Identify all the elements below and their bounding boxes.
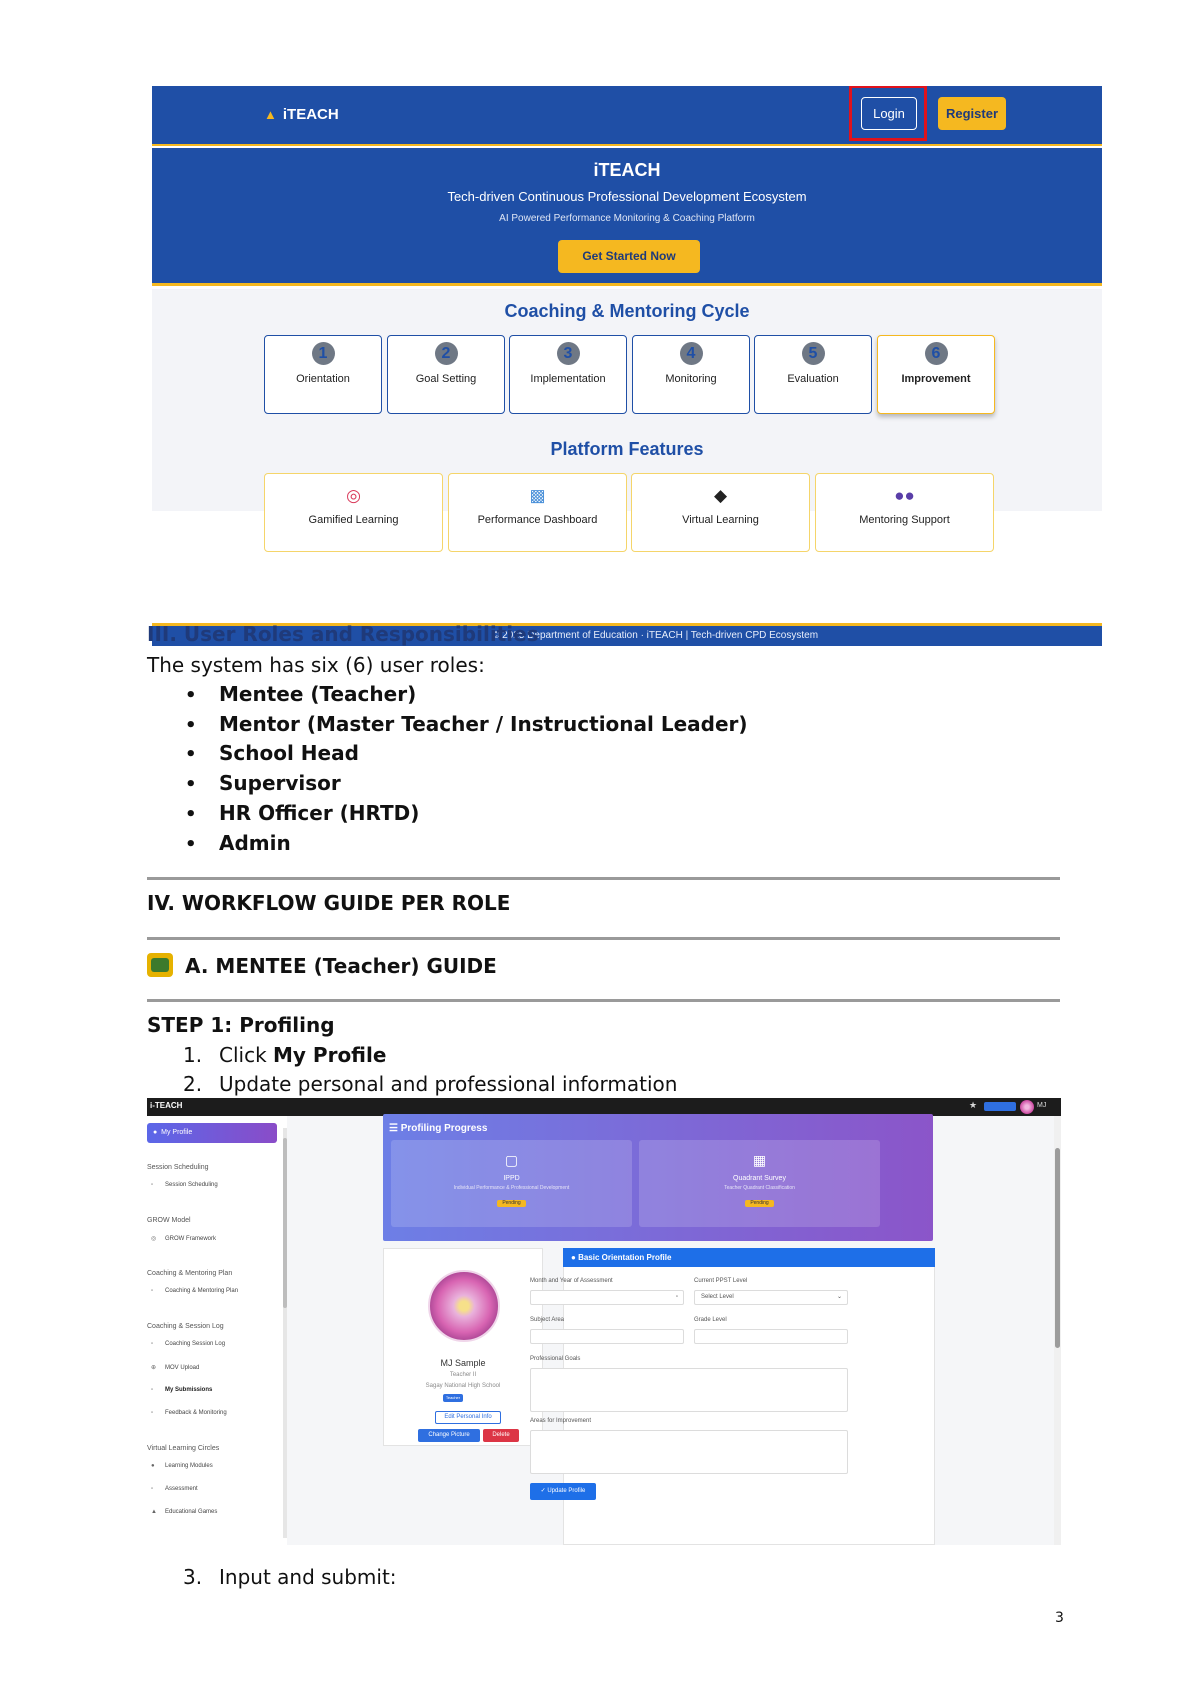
change-picture-button[interactable]: Change Picture (418, 1429, 480, 1442)
page-number: 3 (1055, 1610, 1064, 1626)
sidebar-item[interactable]: ◎ GROW Framework (151, 1236, 216, 1242)
get-started-button[interactable]: Get Started Now (558, 240, 700, 273)
step-label: Improvement (901, 373, 971, 385)
list-item: 2. Update personal and professional information (183, 1072, 678, 1096)
profile-photo (428, 1270, 500, 1342)
user-icon: ● (153, 1129, 162, 1136)
role-list-item: • Supervisor (185, 771, 341, 795)
sidebar-item[interactable]: ▫ Session Scheduling (151, 1182, 218, 1188)
hero-title: iTEACH (593, 160, 661, 180)
profiling-progress-title: ☰ Profiling Progress (389, 1123, 488, 1134)
role-list-item: • Mentee (Teacher) (185, 682, 417, 706)
step-number: 4 (680, 342, 703, 365)
cycle-step-implementation[interactable] (509, 335, 627, 414)
cycle-step-goal-setting[interactable] (387, 335, 505, 414)
check-icon: ✓ (540, 1488, 548, 1494)
field-label: Professional Goals (530, 1356, 581, 1362)
sidebar (147, 1116, 287, 1545)
step-number: 5 (802, 342, 825, 365)
card-subtitle: Individual Performance & Professional Development (453, 1185, 570, 1191)
feature-label: Virtual Learning (682, 514, 759, 526)
month-year-input[interactable] (530, 1290, 684, 1305)
field-label: Subject Area (530, 1317, 565, 1323)
step-label: Orientation (296, 373, 350, 385)
graduation-cap-icon: ◆ (713, 486, 728, 505)
feature-virtual-learning[interactable] (631, 473, 810, 552)
step-number: 6 (925, 342, 948, 365)
step-heading: STEP 1: Profiling (147, 1013, 335, 1037)
clipboard-icon: ▫ (151, 1288, 154, 1294)
bar-chart-icon: ▩ (529, 486, 546, 505)
hero-subtitle: Tech-driven Continuous Professional Development Ecosystem (447, 189, 807, 204)
upload-icon: ⊕ (151, 1365, 157, 1371)
sidebar-group-header: Coaching & Session Log (147, 1323, 224, 1330)
target-icon: ◎ (151, 1236, 157, 1242)
card-title: IPPD (503, 1175, 520, 1182)
sidebar-item[interactable]: ▫ Assessment (151, 1486, 198, 1492)
step-number: 3 (557, 342, 580, 365)
profile-position: Teacher II (449, 1372, 477, 1378)
feature-mentoring-support[interactable] (815, 473, 994, 552)
ppst-level-select[interactable]: Select Level ⌄ (694, 1290, 848, 1305)
sidebar-item[interactable]: ▲ Educational Games (151, 1509, 218, 1515)
subject-area-input[interactable] (530, 1329, 684, 1344)
status-badge: Pending (497, 1200, 525, 1207)
step-number: 1 (312, 342, 335, 365)
chevron-down-icon: ⌄ (836, 1294, 842, 1300)
cycle-step-orientation[interactable] (264, 335, 382, 414)
user-icon: ● (571, 1253, 579, 1262)
cycle-step-monitoring[interactable] (632, 335, 750, 414)
intro-text: The system has six (6) user roles: (147, 653, 485, 677)
professional-goals-textarea[interactable] (530, 1368, 848, 1412)
delete-picture-button[interactable]: Delete (483, 1429, 519, 1442)
folder-icon: ▫ (151, 1387, 154, 1393)
areas-for-improvement-textarea[interactable] (530, 1430, 848, 1474)
sidebar-group-header: Virtual Learning Circles (147, 1445, 220, 1452)
status-badge: Pending (745, 1200, 773, 1207)
list-item: 3. Input and submit: (183, 1565, 397, 1589)
role-list-item: • Mentor (Master Teacher / Instructional Leader) (185, 712, 748, 736)
grid-icon: ▦ (752, 1152, 767, 1168)
edit-personal-info-button[interactable]: Edit Personal Info (435, 1411, 501, 1424)
bullet: • (185, 774, 197, 795)
step-label: Monitoring (665, 373, 717, 385)
role-list-item: • HR Officer (HRTD) (185, 801, 420, 825)
people-icon: ● (151, 1463, 155, 1469)
feature-gamified-learning[interactable] (264, 473, 443, 552)
hero-tagline: AI Powered Performance Monitoring & Coaching Platform (499, 213, 755, 224)
sidebar-item-my-profile[interactable]: ● My Profile (147, 1123, 277, 1143)
sidebar-item[interactable]: ⊕ MOV Upload (151, 1365, 200, 1371)
sidebar-item[interactable]: ▫ Coaching Session Log (151, 1341, 226, 1347)
feature-performance-dashboard[interactable] (448, 473, 627, 552)
teacher-icon (147, 953, 173, 977)
profile-name: MJ Sample (440, 1358, 486, 1368)
assessment-icon: ▫ (151, 1486, 154, 1492)
section-heading-workflow: IV. WORKFLOW GUIDE PER ROLE (147, 891, 511, 915)
card-subtitle: Teacher Quadrant Classification (724, 1185, 795, 1191)
teacher-icon: ▲ (264, 107, 277, 122)
field-label: Grade Level (694, 1317, 727, 1323)
feature-label: Performance Dashboard (477, 514, 598, 526)
app-brand[interactable]: i-TEACH (150, 1101, 183, 1110)
comment-icon: ▫ (151, 1410, 154, 1416)
register-button[interactable]: Register (938, 97, 1006, 130)
calendar-icon: ▫ (675, 1294, 678, 1300)
list-item: 1. Click My Profile (183, 1043, 387, 1067)
landing-page-screenshot (152, 86, 1102, 646)
step-label: Implementation (530, 373, 606, 385)
feature-label: Gamified Learning (308, 514, 399, 526)
cycle-step-evaluation[interactable] (754, 335, 872, 414)
log-icon: ▫ (151, 1341, 154, 1347)
page-footer: © 2025 Department of Education · iTEACH | Tech-driven CPD Ecosystem (152, 623, 1102, 646)
sidebar-item[interactable]: ▫ Feedback & Monitoring (151, 1410, 227, 1416)
profile-school: Sagay National High School (425, 1383, 501, 1389)
step-label: Evaluation (787, 373, 839, 385)
game-icon: ▲ (151, 1509, 157, 1515)
sidebar-item[interactable]: ● Learning Modules (151, 1463, 213, 1469)
site-logo[interactable]: ▲ iTEACH (264, 106, 339, 123)
step-label: Goal Setting (415, 373, 477, 385)
sidebar-item[interactable]: ▫ My Submissions (151, 1387, 213, 1393)
quadrant-survey-card[interactable] (639, 1140, 880, 1227)
divider (147, 937, 1060, 940)
sidebar-group-header: GROW Model (147, 1217, 191, 1224)
field-label: Areas for Improvement (530, 1418, 592, 1424)
bullet: • (185, 804, 197, 825)
divider (147, 999, 1060, 1002)
sidebar-item[interactable]: ▫ Coaching & Mentoring Plan (151, 1288, 239, 1294)
field-label: Month and Year of Assessment (530, 1278, 613, 1284)
cycle-step-improvement[interactable] (877, 335, 995, 414)
bullet: • (185, 834, 197, 855)
calendar-icon: ▫ (151, 1182, 154, 1188)
divider (147, 877, 1060, 880)
field-label: Current PPST Level (694, 1278, 748, 1284)
sidebar-group-header: Session Scheduling (147, 1164, 209, 1171)
sidebar-group-header: Coaching & Mentoring Plan (147, 1270, 233, 1277)
document-icon: ▢ (504, 1152, 519, 1168)
cycle-title: Coaching & Mentoring Cycle (504, 301, 750, 321)
bell-icon[interactable]: ★ (969, 1100, 978, 1110)
page-scrollbar[interactable] (1054, 1116, 1061, 1545)
target-icon: ◎ (346, 486, 361, 505)
update-profile-button[interactable]: ✓ Update Profile (530, 1483, 596, 1500)
user-menu[interactable]: MJ (1037, 1102, 1047, 1109)
ippd-card[interactable] (391, 1140, 632, 1227)
status-badge (984, 1102, 1016, 1111)
bullet: • (185, 744, 197, 765)
section-heading-mentee: A. MENTEE (Teacher) GUIDE (147, 953, 497, 978)
section-heading-user-roles: III. User Roles and Responsibilities (147, 622, 539, 646)
form-header: ● Basic Orientation Profile (563, 1248, 935, 1267)
role-list-item: • School Head (185, 741, 359, 765)
features-title: Platform Features (550, 439, 704, 459)
avatar[interactable] (1020, 1100, 1034, 1114)
sidebar-scrollbar[interactable] (283, 1128, 287, 1538)
bullet: • (185, 685, 197, 706)
profile-page-screenshot (147, 1098, 1061, 1545)
tasks-icon: ☰ (389, 1123, 401, 1134)
grade-level-input[interactable] (694, 1329, 848, 1344)
role-badge: Teacher (443, 1394, 463, 1402)
step-number: 2 (435, 342, 458, 365)
bullet: • (185, 715, 197, 736)
card-title: Quadrant Survey (733, 1175, 786, 1182)
login-button[interactable]: Login (861, 97, 917, 130)
feature-label: Mentoring Support (859, 514, 950, 526)
people-icon: ●● (894, 486, 915, 505)
role-list-item: • Admin (185, 831, 291, 855)
hero-banner (152, 148, 1102, 286)
